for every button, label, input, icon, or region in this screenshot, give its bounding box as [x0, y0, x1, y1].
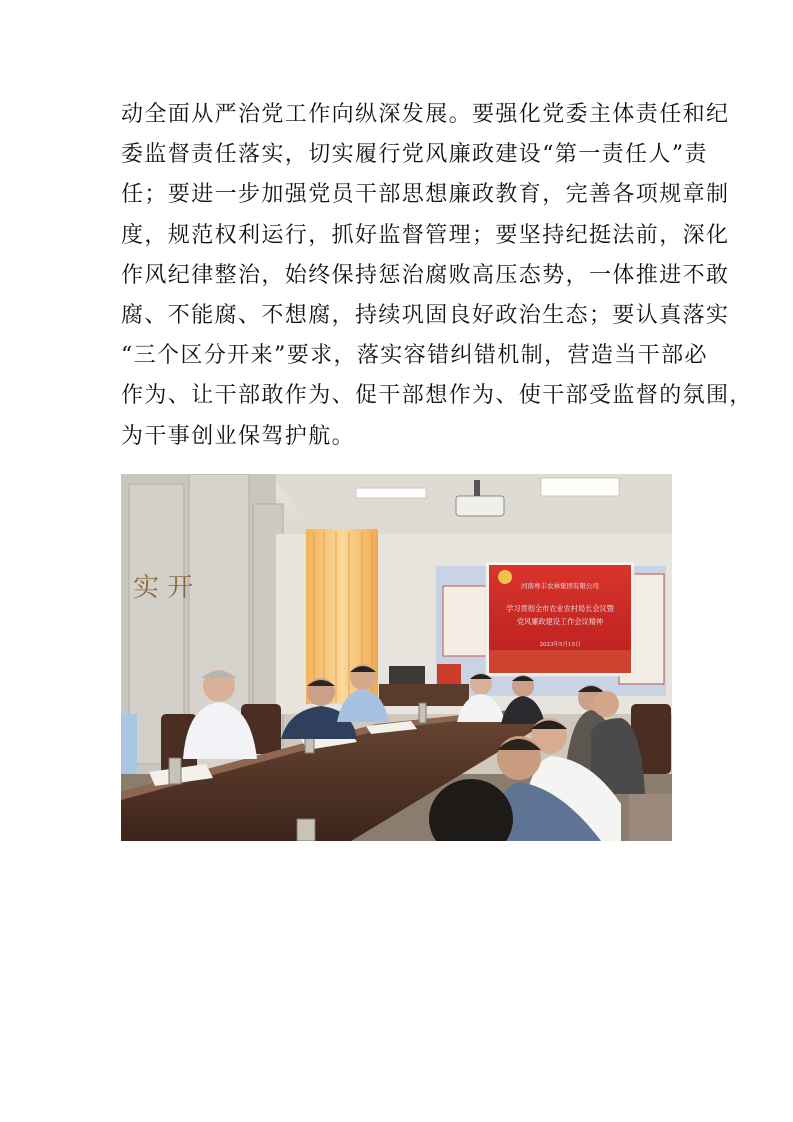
paragraph-line: 为干事创业保驾护航。 [121, 423, 356, 449]
screen-company: 河南粤丰农林集团有限公司 [521, 582, 599, 590]
paragraph-line: 度，规范权利运行，抓好监督管理；要坚持纪挺法前，深化 [121, 222, 730, 248]
screen-title-line1: 学习贯彻全市农业农村局长会议暨 [506, 604, 614, 613]
meeting-photo [121, 474, 672, 841]
screen-date: 2023年5月15日 [539, 642, 581, 648]
screen-title-line2: 党风廉政建设工作会议精神 [516, 617, 604, 626]
paragraph-line: 作风纪律整治，始终保持惩治腐败高压态势，一体推进不敢 [121, 262, 730, 288]
paragraph-line: 动全面从严治党工作向纵深发展。要强化党委主体责任和纪 [121, 102, 730, 127]
paragraph-line: “三个区分开来”要求，落实容错纠错机制，营造当干部必 [121, 343, 708, 369]
body-paragraph [121, 95, 753, 457]
wall-sign: 实 开 [133, 573, 194, 603]
paragraph-line: 腐、不能腐、不想腐，持续巩固良好政治生态；要认真落实 [121, 302, 730, 328]
paragraph-line: 作为、让干部敢作为、促干部想作为、使干部受监督的氛围， [121, 383, 753, 409]
paragraph-line: 委监督责任落实，切实履行党风廉政建设“第一责任人”责 [121, 142, 708, 168]
paragraph-line: 任；要进一步加强党员干部思想廉政教育，完善各项规章制 [121, 182, 730, 208]
